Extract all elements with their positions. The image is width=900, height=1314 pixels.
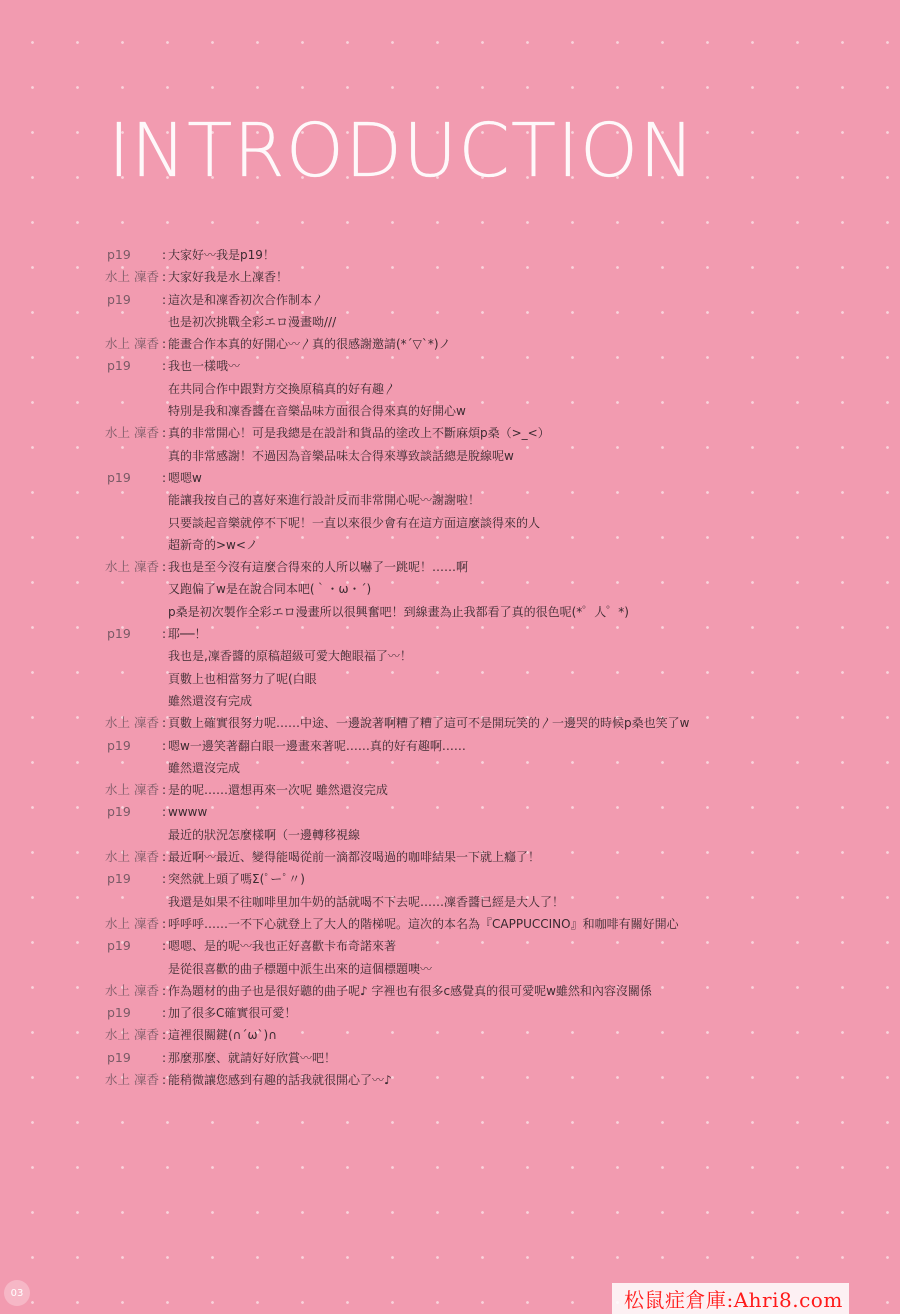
dialogue-text: 嗯嗯w — [168, 470, 202, 485]
dialogue-line — [100, 801, 890, 823]
dialogue-text: 只要談起音樂就停不下呢！一直以來很少會有在這方面這麼談得來的人 — [168, 515, 541, 530]
dialogue-text: 特別是我和凜香醬在音樂品味方面很合得來真的好開心w — [168, 404, 466, 419]
speaker-colon: : — [162, 1050, 167, 1065]
dialogue-line — [100, 512, 890, 534]
dialogue-text: 能畫合作本真的好開心〰〳真的很感謝邀請(*´▽`*)ノ — [168, 337, 451, 352]
dialogue-line — [100, 266, 890, 288]
dialogue-line — [100, 735, 890, 757]
speaker-colon: : — [162, 872, 167, 887]
dialogue-line — [100, 757, 890, 779]
speaker-name: p19 — [107, 1049, 131, 1065]
speaker-colon: : — [162, 627, 167, 642]
speaker-colon: : — [162, 292, 167, 307]
dialogue-line — [100, 623, 890, 645]
dialogue-text: 在共同合作中跟對方交換原稿真的好有趣〳 — [168, 381, 397, 396]
dialogue-line — [100, 690, 890, 712]
speaker-name: p19 — [107, 938, 131, 954]
dialogue-line — [100, 445, 890, 467]
speaker-colon: : — [162, 426, 167, 441]
page-title: INTRODUCTION — [108, 108, 696, 194]
speaker-colon: : — [162, 470, 167, 485]
speaker-colon: : — [162, 783, 167, 798]
dialogue-line — [100, 1024, 890, 1046]
speaker-name: 水上 凜香 — [105, 269, 159, 285]
dialogue-text: 加了很多C確實很可愛！ — [168, 1006, 297, 1021]
speaker-name: 水上 凜香 — [105, 715, 159, 731]
dialogue-line — [100, 601, 890, 623]
speaker-name: p19 — [107, 358, 131, 374]
speaker-name: 水上 凜香 — [105, 782, 159, 798]
dialogue-text: 能讓我按自己的喜好來進行設計反而非常開心呢〰謝謝啦！ — [168, 493, 481, 508]
speaker-colon: : — [162, 850, 167, 865]
speaker-colon: : — [162, 983, 167, 998]
dialogue-line — [100, 824, 890, 846]
dialogue-line — [100, 1002, 890, 1024]
dialogue-line — [100, 668, 890, 690]
dialogue-text: 我也是,凜香醬的原稿超級可愛大飽眼福了〰！ — [168, 649, 412, 664]
speaker-colon: : — [162, 248, 167, 262]
dialogue-text: wwww — [168, 805, 208, 820]
dialogue-list — [100, 244, 890, 1091]
dialogue-text: 真的非常開心！可是我總是在設計和貨品的塗改上不斷麻煩p桑（>_<） — [168, 426, 550, 441]
speaker-name: p19 — [107, 247, 131, 262]
dialogue-line — [100, 400, 890, 422]
dialogue-line — [100, 378, 890, 400]
dialogue-text: 那麼那麼、就請好好欣賞〰吧！ — [168, 1050, 337, 1065]
speaker-name: 水上 凜香 — [105, 1071, 159, 1087]
dialogue-line — [100, 846, 890, 868]
dialogue-text: 大家好我是水上凜香！ — [168, 270, 289, 285]
dialogue-line — [100, 311, 890, 333]
dialogue-line — [100, 868, 890, 890]
speaker-name: 水上 凜香 — [105, 1027, 159, 1043]
dialogue-text: 嗯w一邊笑著翻白眼一邊畫來著呢……真的好有趣啊…… — [168, 738, 466, 753]
dialogue-line — [100, 935, 890, 957]
speaker-colon: : — [162, 337, 167, 352]
speaker-name: p19 — [107, 469, 131, 485]
dialogue-text: 雖然還沒完成 — [168, 760, 241, 775]
speaker-name: 水上 凜香 — [105, 425, 159, 441]
dialogue-line — [100, 1047, 890, 1069]
speaker-name: p19 — [107, 291, 131, 307]
speaker-name: p19 — [107, 804, 131, 820]
speaker-colon: : — [162, 1006, 167, 1021]
speaker-name: 水上 凜香 — [105, 336, 159, 352]
speaker-colon: : — [162, 738, 167, 753]
dialogue-text: 雖然還沒有完成 — [168, 693, 253, 708]
dialogue-text: 耶──！ — [168, 627, 207, 642]
dialogue-text: 真的非常感謝！不過因為音樂品味太合得來導致談話總是脫線呢w — [168, 448, 514, 463]
dialogue-line — [100, 980, 890, 1002]
dialogue-line — [100, 779, 890, 801]
dialogue-line — [100, 958, 890, 980]
dialogue-line — [100, 422, 890, 444]
dialogue-text: 最近的狀況怎麼樣啊（一邊轉移視線 — [168, 827, 361, 842]
dialogue-line — [100, 712, 890, 734]
dialogue-text: 最近啊〰最近、變得能喝從前一滴都沒喝過的咖啡結果一下就上癮了！ — [168, 850, 541, 865]
speaker-colon: : — [162, 560, 167, 575]
speaker-name: p19 — [107, 737, 131, 753]
dialogue-text: 頁數上也相當努力了呢(白眼 — [168, 671, 317, 686]
speaker-colon: : — [162, 270, 167, 285]
dialogue-text: 超新奇的>w<ノ — [168, 537, 258, 552]
dialogue-text: 大家好〰我是p19！ — [168, 248, 275, 262]
dialogue-text: 能稍微讓您感到有趣的話我就很開心了〰♪ — [168, 1072, 392, 1087]
speaker-colon: : — [162, 1028, 167, 1043]
dialogue-line — [100, 355, 890, 377]
speaker-colon: : — [162, 1072, 167, 1087]
dialogue-text: p桑是初次製作全彩エロ漫畫所以很興奮吧！到線畫為止我都看了真的很色呢(*゜人゜*) — [168, 604, 629, 619]
speaker-name: 水上 凜香 — [105, 982, 159, 998]
watermark: 松鼠症倉庫:Ahri8.com — [612, 1283, 849, 1314]
dialogue-line — [100, 289, 890, 311]
dialogue-text: 也是初次挑戰全彩エロ漫畫呦/// — [168, 314, 337, 329]
dialogue-line — [100, 244, 890, 266]
speaker-colon: : — [162, 716, 167, 731]
dialogue-line — [100, 333, 890, 355]
speaker-name: p19 — [107, 1005, 131, 1021]
dialogue-text: 我也一樣哦〰 — [168, 359, 241, 374]
speaker-colon: : — [162, 805, 167, 820]
dialogue-line — [100, 489, 890, 511]
dialogue-text: 這次是和凜香初次合作制本〳 — [168, 292, 325, 307]
dialogue-line — [100, 913, 890, 935]
dialogue-line — [100, 891, 890, 913]
dialogue-line — [100, 534, 890, 556]
speaker-colon: : — [162, 939, 167, 954]
speaker-name: p19 — [107, 871, 131, 887]
dialogue-text: 呼呼呼……一不下心就登上了大人的階梯呢。這次的本名為『CAPPUCCINO』和咖啡有關好開心 — [168, 916, 679, 931]
dialogue-text: 又跑偏了w是在說合同本吧(｀・ω・´) — [168, 582, 372, 597]
speaker-colon: : — [162, 916, 167, 931]
speaker-colon: : — [162, 359, 167, 374]
dialogue-line — [100, 556, 890, 578]
speaker-name: 水上 凜香 — [105, 915, 159, 931]
dialogue-text: 突然就上頭了嗎Σ(ﾟーﾟ〃) — [168, 872, 305, 887]
dialogue-text: 這裡很關鍵(∩´ω`)∩ — [168, 1028, 277, 1043]
dialogue-text: 我還是如果不往咖啡里加牛奶的話就喝不下去呢……凜香醬已經是大人了！ — [168, 894, 565, 909]
dialogue-text: 我也是至今沒有這麼合得來的人所以嚇了一跳呢！……啊 — [168, 560, 469, 575]
speaker-name: p19 — [107, 626, 131, 642]
speaker-name: 水上 凜香 — [105, 559, 159, 575]
dialogue-line — [100, 645, 890, 667]
dialogue-text: 是的呢……還想再來一次呢 雖然還沒完成 — [168, 783, 388, 798]
page-number: 03 — [4, 1280, 30, 1306]
dialogue-line — [100, 467, 890, 489]
dialogue-text: 是從很喜歡的曲子標題中派生出來的這個標題噢〰 — [168, 961, 433, 976]
speaker-name: 水上 凜香 — [105, 849, 159, 865]
dialogue-line — [100, 578, 890, 600]
dialogue-text: 嗯嗯、是的呢〰我也正好喜歡卡布奇諾來著 — [168, 939, 397, 954]
dialogue-text: 頁數上確實很努力呢……中途、一邊說著啊糟了糟了這可不是開玩笑的〳一邊哭的時候p桑也笑了w — [168, 716, 690, 731]
dialogue-line — [100, 1069, 890, 1091]
dialogue-text: 作為題材的曲子也是很好聽的曲子呢♪ 字裡也有很多c感覺真的很可愛呢w雖然和內容沒關係 — [168, 983, 652, 998]
